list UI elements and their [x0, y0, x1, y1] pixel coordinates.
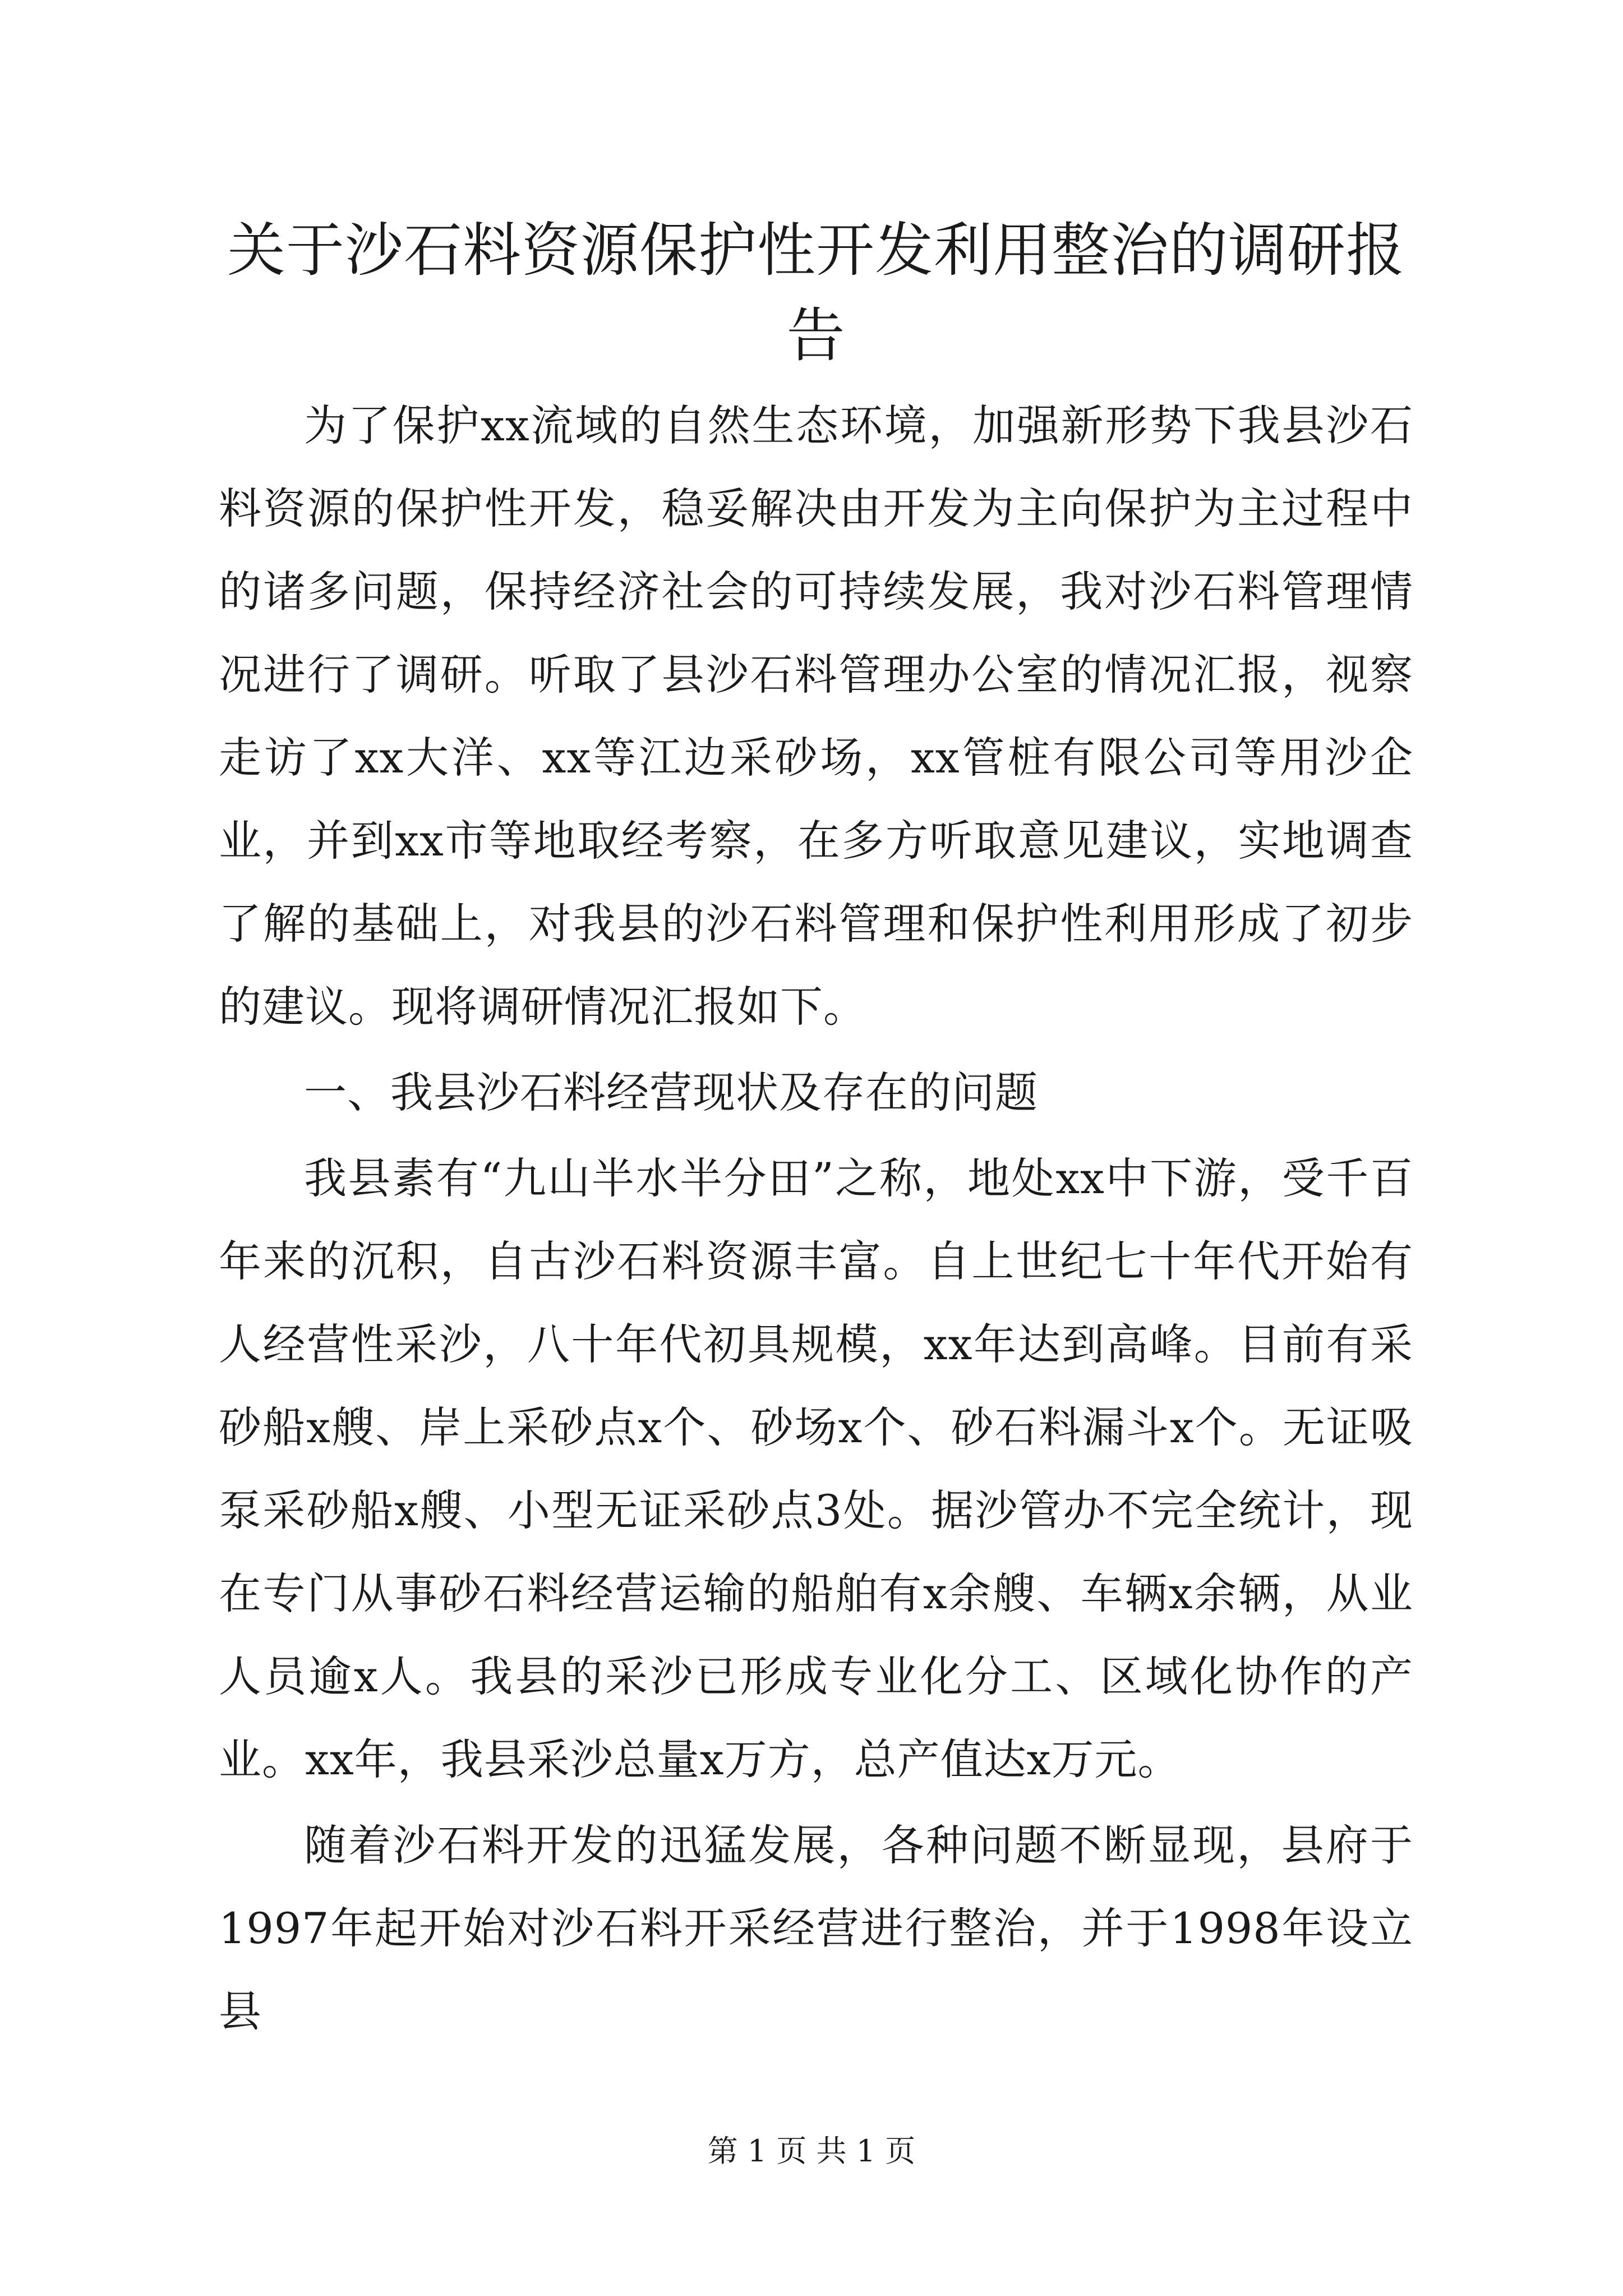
status-paragraph: 我县素有“九山半水半分田”之称，地处xx中下游，受千百年来的沉积，自古沙石料资源丰富。自上世纪七十年代开始有人经营性采沙，八十年代初具规模，xx年达到高峰。目前有采砂船x艘、岸上采砂点x个、砂场x个、砂石料漏斗x个。无证吸泵采砂船x艘、小型无证采砂点3处。据沙管办不完全统计，现在专门从事砂石料经营运输的船舶有x余艘、车辆x余辆，从业人员逾x人。我县的采沙已形成专业化分工、区域化协作的产业。xx年，我县采沙总量x万方，总产值达x万元。: [219, 1153, 1413, 1784]
intro-paragraph: 为了保护xx流域的自然生态环境，加强新形势下我县沙石料资源的保护性开发，稳妥解决由开发为主向保护为主过程中的诸多问题，保持经济社会的可持续发展，我对沙石料管理情况进行了调研。听取了县沙石料管理办公室的情况汇报，视察走访了xx大洋、xx等江边采砂场，xx管桩有限公司等用沙企业，并到xx市等地取经考察，在多方听取意见建议，实地调查了解的基础上，对我县的沙石料管理和保护性利用形成了初步的建议。现将调研情况汇报如下。: [219, 401, 1413, 1032]
page-footer: 第 1 页 共 1 页: [707, 2133, 916, 2169]
document-body: [219, 384, 1413, 2056]
document-title: 关于沙石料资源保护性开发利用整治的调研报告: [227, 216, 1405, 370]
rectification-paragraph: 随着沙石料开发的迅猛发展，各种问题不断显现，县府于1997年起开始对沙石料开采经营进行整治，并于1998年设立县: [219, 1820, 1413, 2036]
section-heading: 一、我县沙石料经营现状及存在的问题: [304, 1068, 1038, 1117]
